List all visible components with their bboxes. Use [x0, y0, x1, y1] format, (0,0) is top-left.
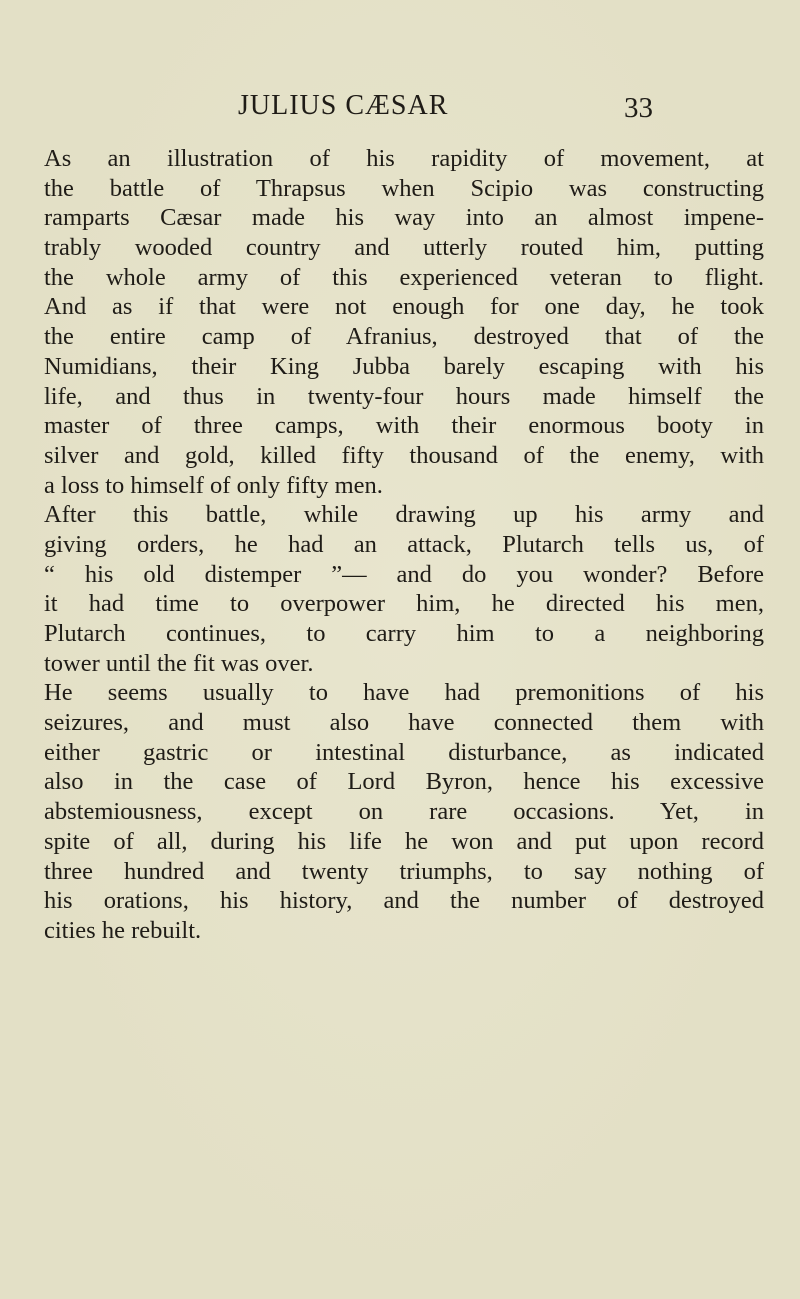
- text-line: trably wooded country and utterly routed him, putting: [44, 234, 764, 262]
- body-text: [44, 144, 764, 946]
- text-line: three hundred and twenty triumphs, to say nothing of: [44, 857, 764, 885]
- text-line: it had time to overpower him, he directed his men,: [44, 590, 764, 618]
- text-line: spite of all, during his life he won and put upon record: [44, 827, 764, 855]
- text-line: He seems usually to have had premonitions of his: [44, 679, 764, 707]
- text-line: Plutarch continues, to carry him to a neighboring: [44, 620, 764, 647]
- text-line: After this battle, while drawing up his army and: [44, 501, 764, 529]
- text-line: tower until the fit was over.: [44, 649, 314, 677]
- text-line: ramparts Cæsar made his way into an almost impene-: [44, 204, 764, 232]
- text-line: “ his old distemper ”— and do you wonder? Before: [44, 560, 764, 588]
- text-line: abstemiousness, except on rare occasions. Yet, in: [44, 798, 764, 826]
- text-line: Numidians, their King Jubba barely escaping with his: [44, 352, 764, 380]
- text-line: his orations, his history, and the number of destroyed: [44, 887, 764, 915]
- text-line: As an illustration of his rapidity of movement, at: [44, 145, 764, 172]
- page-number: 33: [624, 92, 653, 124]
- running-title: JULIUS CÆSAR: [238, 90, 449, 121]
- text-line: the entire camp of Afranius, destroyed that of the: [44, 323, 764, 351]
- text-line: silver and gold, killed fifty thousand of the enemy, with: [44, 441, 764, 469]
- text-line: a loss to himself of only fifty men.: [44, 471, 383, 499]
- text-line: cities he rebuilt.: [44, 916, 202, 944]
- paragraph-1: [44, 144, 764, 500]
- running-head: [0, 86, 800, 126]
- text-line: And as if that were not enough for one day, he took: [44, 293, 764, 321]
- text-line: life, and thus in twenty-four hours made himself the: [44, 382, 764, 410]
- text-line: giving orders, he had an attack, Plutarch tells us, of: [44, 530, 764, 558]
- text-line: seizures, and must also have connected them with: [44, 709, 764, 737]
- paragraph-3: [44, 678, 764, 945]
- text-line: also in the case of Lord Byron, hence his excessive: [44, 768, 764, 796]
- text-line: the battle of Thrapsus when Scipio was constructing: [44, 174, 764, 202]
- paragraph-2: [44, 500, 764, 678]
- text-line: master of three camps, with their enormous booty in: [44, 412, 764, 440]
- text-line: the whole army of this experienced veteran to flight.: [44, 263, 764, 291]
- text-line: either gastric or intestinal disturbance, as indicated: [44, 738, 764, 766]
